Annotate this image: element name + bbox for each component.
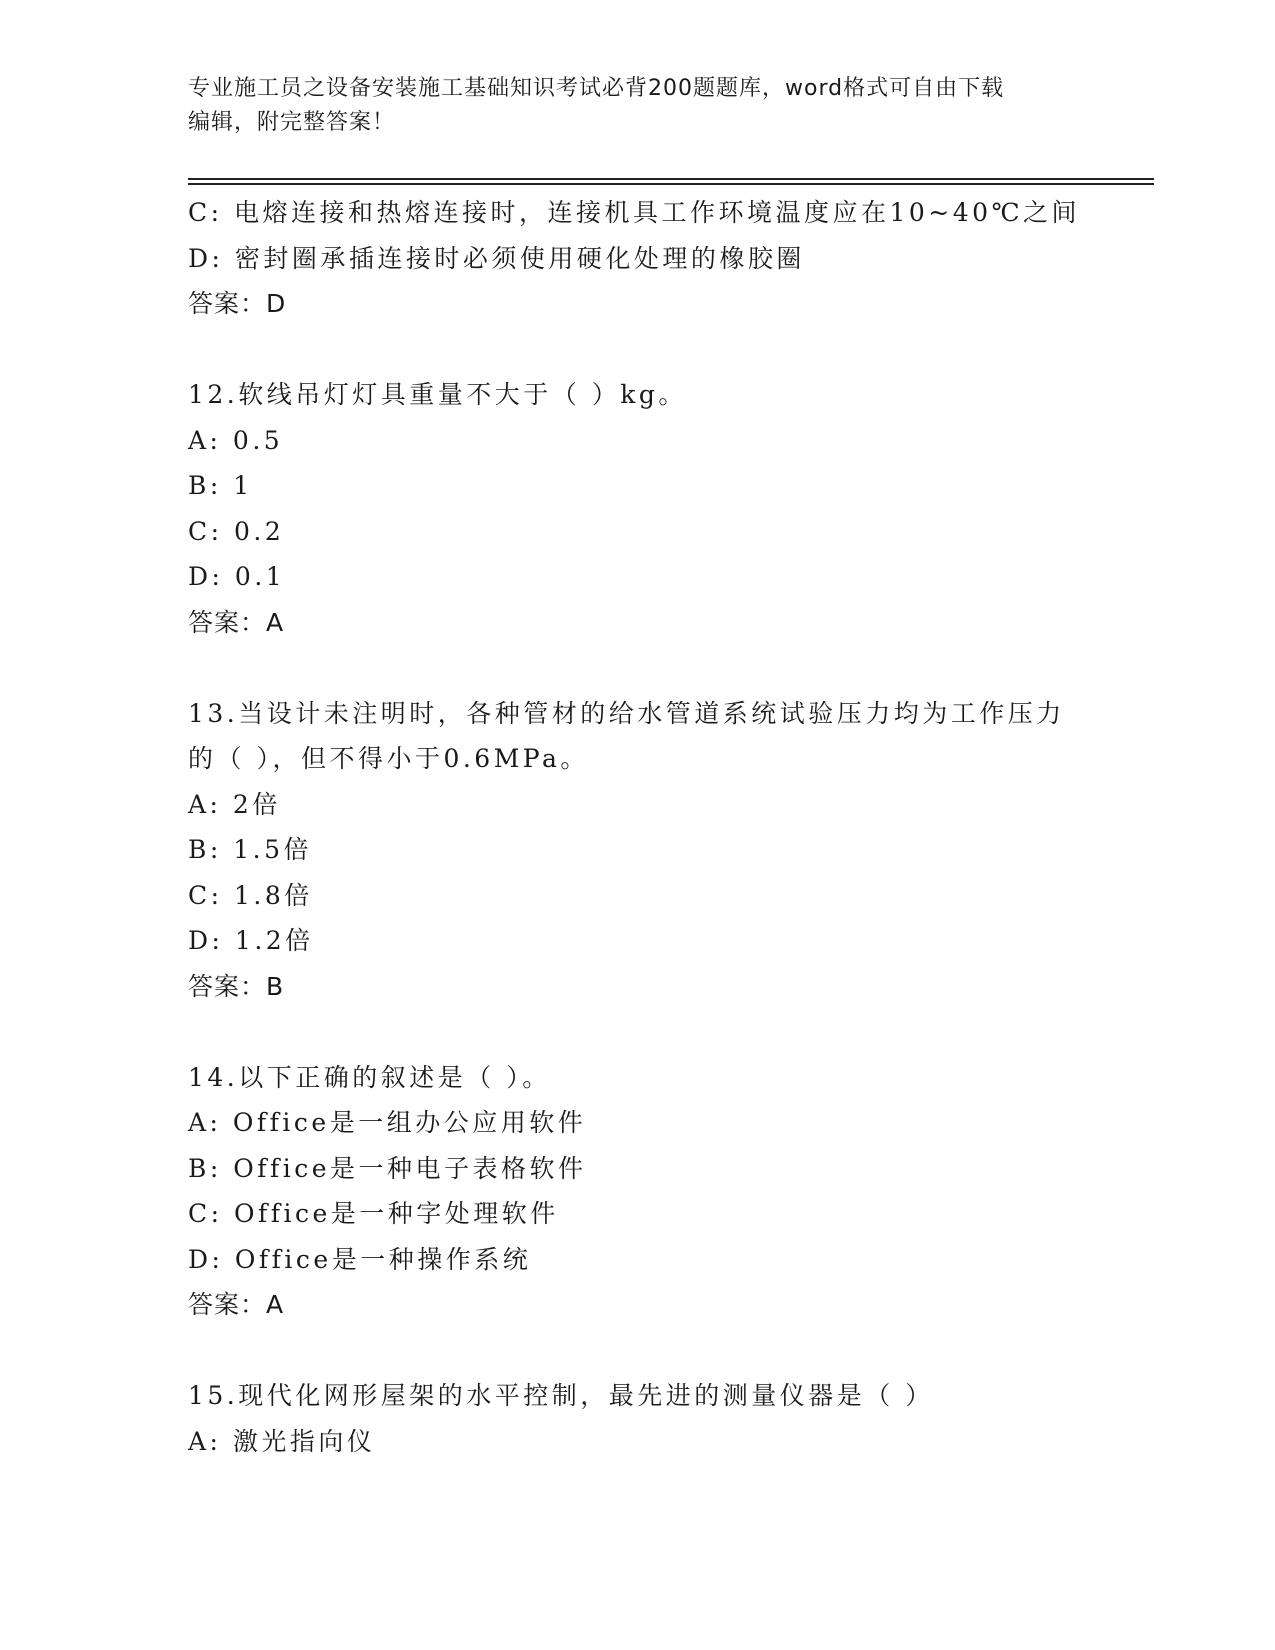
question-11 xyxy=(188,190,1148,327)
option-d: D: Office是一种操作系统 xyxy=(188,1244,532,1274)
question-list xyxy=(188,190,1148,1464)
header-divider-top xyxy=(188,178,1154,180)
option-a: A: 激光指向仪 xyxy=(188,1426,376,1456)
spacer xyxy=(188,1009,1148,1055)
question-15 xyxy=(188,1373,1148,1464)
option-a: A: 2倍 xyxy=(188,789,281,819)
question-text-line-2: 的（ ），但不得小于0.6MPa。 xyxy=(188,744,589,773)
question-14 xyxy=(188,1055,1148,1328)
option-a: A: Office是一组办公应用软件 xyxy=(188,1108,587,1137)
option-d: D: 1.2倍 xyxy=(188,926,314,955)
option-d: D: 0.1 xyxy=(188,562,286,591)
answer-text: 答案：B xyxy=(188,971,285,1001)
question-text: 14.以下正确的叙述是（ ）。 xyxy=(188,1062,551,1092)
option-b: B: 1.5倍 xyxy=(188,835,312,864)
option-c: C: Office是一种字处理软件 xyxy=(188,1199,559,1228)
option-c: C: 0.2 xyxy=(188,516,285,546)
option-d: D: 密封圈承插连接时必须使用硬化处理的橡胶圈 xyxy=(188,243,805,273)
document-header xyxy=(188,72,1088,140)
answer-text: 答案：D xyxy=(188,289,287,318)
question-12 xyxy=(188,372,1148,645)
header-title-line-1: 专业施工员之设备安装施工基础知识考试必背200题题库，word格式可自由下载 xyxy=(188,76,1005,101)
question-text-line-1: 13.当设计未注明时，各种管材的给水管道系统试验压力均为工作压力 xyxy=(188,698,1065,728)
question-13 xyxy=(188,691,1148,1010)
option-b: B: Office是一种电子表格软件 xyxy=(188,1153,587,1183)
header-title-line-2: 编辑，附完整答案！ xyxy=(188,110,396,135)
option-a: A: 0.5 xyxy=(188,425,284,455)
option-c: C: 1.8倍 xyxy=(188,880,313,910)
spacer xyxy=(188,327,1148,373)
header-divider-bottom xyxy=(188,183,1154,185)
question-text: 12.软线吊灯灯具重量不大于（ ）kg。 xyxy=(188,380,687,409)
option-c: C: 电熔连接和热熔连接时，连接机具工作环境温度应在10~40℃之间 xyxy=(188,198,1081,227)
question-text: 15.现代化网形屋架的水平控制，最先进的测量仪器是（ ） xyxy=(188,1381,934,1410)
spacer xyxy=(188,645,1148,691)
answer-text: 答案：A xyxy=(188,607,285,637)
answer-text: 答案：A xyxy=(188,1290,285,1319)
spacer xyxy=(188,1328,1148,1374)
option-b: B: 1 xyxy=(188,471,253,500)
